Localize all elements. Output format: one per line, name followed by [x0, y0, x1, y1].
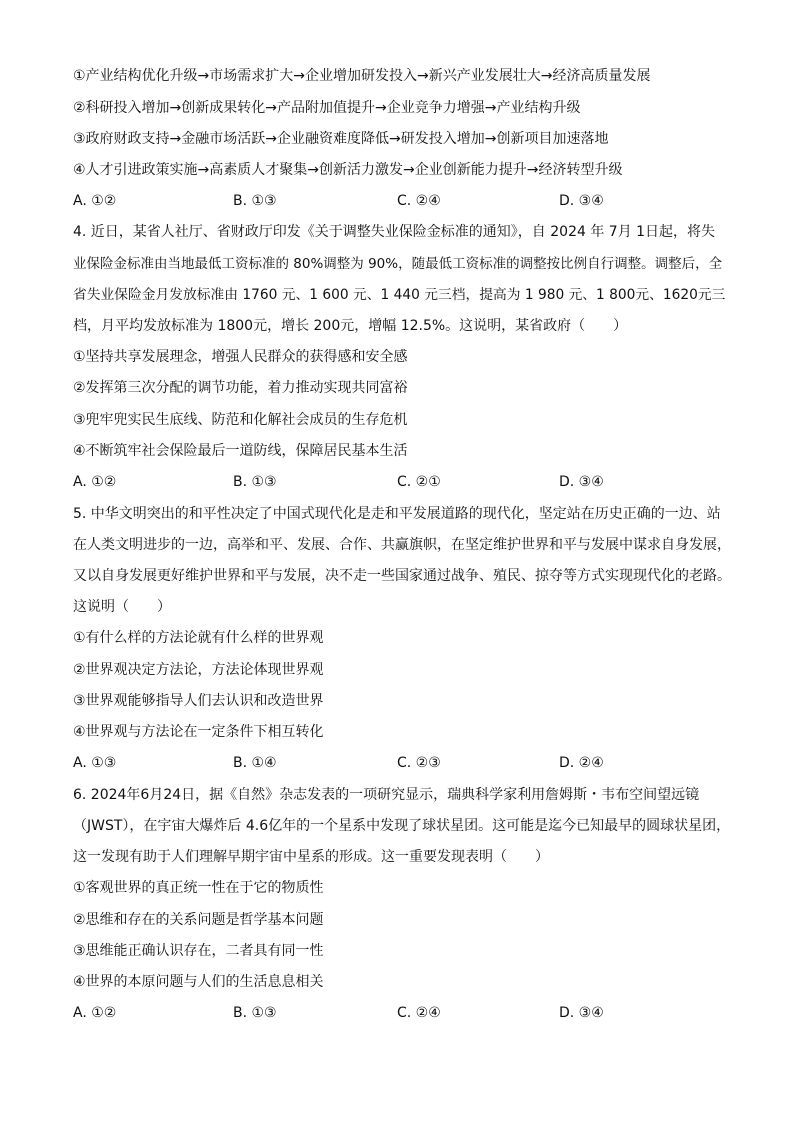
- q5-option-c: C. ②③: [397, 755, 441, 771]
- q4-stem-line-3: 省失业保险金月发放标准由 1760 元、1 600 元、1 440 元三档，提高为 1 980 元、1 800元、1620元三: [73, 287, 726, 303]
- q5-statement-2: ②世界观决定方法论，方法论体现世界观: [73, 662, 324, 678]
- q5-option-d: D. ②④: [559, 755, 604, 771]
- q3-statement-2: ②科研投入增加→创新成果转化→产品附加值提升→企业竞争力增强→产业结构升级: [73, 100, 581, 116]
- q6-statement-4: ④世界的本原问题与人们的生活息息相关: [73, 974, 324, 990]
- q4-stem-line-1: 4. 近日，某省人社厅、省财政厅印发《关于调整失业保险金标准的通知》，自 2024 年 7月 1日起，将失: [73, 224, 716, 240]
- q6-option-c: C. ②④: [397, 1005, 441, 1021]
- q4-stem-line-2: 业保险金标准由当地最低工资标准的 80%调整为 90%，随最低工资标准的调整按比例自行调整。调整后，全: [73, 256, 723, 272]
- q6-option-d: D. ③④: [559, 1005, 604, 1021]
- q5-stem-line-4: 这说明（ ）: [73, 599, 171, 615]
- q4-statement-4: ④不断筑牢社会保险最后一道防线，保障居民基本生活: [73, 443, 408, 459]
- q5-options: [73, 754, 733, 772]
- q3-option-a: A. ①②: [73, 193, 117, 209]
- q4-option-c: C. ②①: [397, 474, 441, 490]
- q5-stem-line-1: 5. 中华文明突出的和平性决定了中国式现代化是走和平发展道路的现代化，坚定站在历史正确的一边、站: [73, 506, 721, 522]
- q3-option-d: D. ③④: [559, 193, 604, 209]
- q5-statement-1: ①有什么样的方法论就有什么样的世界观: [73, 630, 324, 646]
- q4-option-d: D. ③④: [559, 474, 604, 490]
- q3-options: [73, 192, 733, 210]
- q6-stem-line-2: （JWST），在宇宙大爆炸后 4.6亿年的一个星系中发现了球状星团。这可能是迄今已知最早的圆球状星团，: [73, 818, 731, 834]
- q3-option-c: C. ②④: [397, 193, 441, 209]
- q3-statement-4: ④人才引进政策实施→高素质人才聚集→创新活力激发→企业创新能力提升→经济转型升级: [73, 162, 623, 178]
- q4-option-a: A. ①②: [73, 474, 117, 490]
- q4-statement-2: ②发挥第三次分配的调节功能，着力推动实现共同富裕: [73, 380, 408, 396]
- q3-statement-3: ③政府财政支持→金融市场活跃→企业融资难度降低→研发投入增加→创新项目加速落地: [73, 131, 609, 147]
- q6-stem-line-1: 6. 2024年6月24日，据《自然》杂志发表的一项研究显示，瑞典科学家利用詹姆斯・韦布空间望远镜: [73, 787, 700, 803]
- q6-statement-1: ①客观世界的真正统一性在于它的物质性: [73, 880, 324, 896]
- q4-statement-3: ③兜牢兜实民生底线、防范和化解社会成员的生存危机: [73, 412, 408, 428]
- q5-statement-4: ④世界观与方法论在一定条件下相互转化: [73, 724, 324, 740]
- q5-stem-line-2: 在人类文明进步的一边，高举和平、发展、合作、共赢旗帜，在坚定维护世界和平与发展中谋求自身发展，: [73, 537, 731, 553]
- q4-statement-1: ①坚持共享发展理念，增强人民群众的获得感和安全感: [73, 349, 408, 365]
- q5-statement-3: ③世界观能够指导人们去认识和改造世界: [73, 693, 324, 709]
- q5-stem-line-3: 又以自身发展更好维护世界和平与发展，决不走一些国家通过战争、殖民、掠夺等方式实现现代化的老路。: [73, 568, 731, 584]
- q6-statement-2: ②思维和存在的关系问题是哲学基本问题: [73, 912, 324, 928]
- q4-option-b: B. ①③: [233, 474, 277, 490]
- q6-option-a: A. ①②: [73, 1005, 117, 1021]
- q4-stem-line-4: 档，月平均发放标准为 1800元，增长 200元，增幅 12.5%。这说明，某省政府（ ）: [73, 318, 628, 334]
- q4-options: [73, 473, 733, 491]
- q6-option-b: B. ①③: [233, 1005, 277, 1021]
- q3-option-b: B. ①③: [233, 193, 277, 209]
- q6-options: [73, 1004, 733, 1022]
- q6-stem-line-3: 这一发现有助于人们理解早期宇宙中星系的形成。这一重要发现表明（ ）: [73, 849, 549, 865]
- q5-option-a: A. ①③: [73, 755, 117, 771]
- q5-option-b: B. ①④: [233, 755, 277, 771]
- q3-statement-1: ①产业结构优化升级→市场需求扩大→企业增加研发投入→新兴产业发展壮大→经济高质量发展: [73, 68, 651, 84]
- q6-statement-3: ③思维能正确认识存在，二者具有同一性: [73, 943, 324, 959]
